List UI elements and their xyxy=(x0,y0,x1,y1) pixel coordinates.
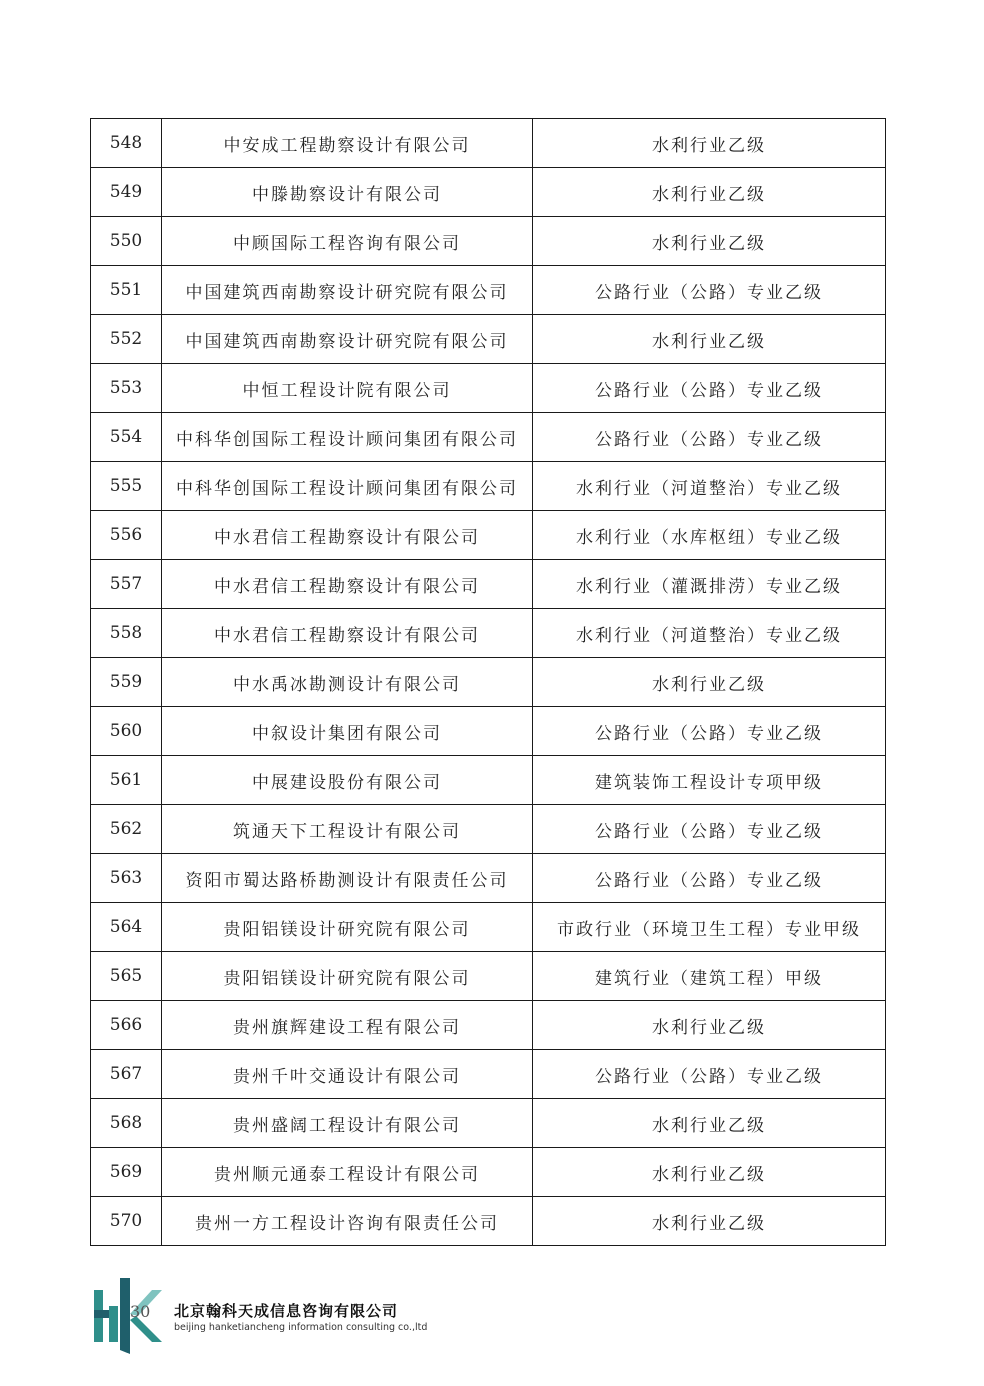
row-number-cell: 554 xyxy=(91,413,162,462)
company-name-cell: 贵阳铝镁设计研究院有限公司 xyxy=(162,903,533,952)
table-row xyxy=(91,805,886,854)
row-number-cell: 561 xyxy=(91,756,162,805)
table-row xyxy=(91,413,886,462)
table-row xyxy=(91,952,886,1001)
table-row xyxy=(91,217,886,266)
table-row xyxy=(91,854,886,903)
company-name-cell: 中科华创国际工程设计顾问集团有限公司 xyxy=(162,462,533,511)
qualification-cell: 水利行业（水库枢纽）专业乙级 xyxy=(533,511,886,560)
company-name-cell: 中恒工程设计院有限公司 xyxy=(162,364,533,413)
company-name-en: beijing hanketiancheng information consulting co.,ltd xyxy=(174,1322,428,1333)
page-number: 30 xyxy=(130,1302,151,1321)
qualification-cell: 水利行业乙级 xyxy=(533,315,886,364)
row-number-cell: 565 xyxy=(91,952,162,1001)
row-number-cell: 570 xyxy=(91,1197,162,1246)
table-row xyxy=(91,903,886,952)
company-name-cell: 贵州一方工程设计咨询有限责任公司 xyxy=(162,1197,533,1246)
company-name-cell: 中水禹冰勘测设计有限公司 xyxy=(162,658,533,707)
company-name-cell: 贵州旗辉建设工程有限公司 xyxy=(162,1001,533,1050)
table-row xyxy=(91,1001,886,1050)
company-name-cell: 贵州千叶交通设计有限公司 xyxy=(162,1050,533,1099)
company-name-cell: 中展建设股份有限公司 xyxy=(162,756,533,805)
qualification-cell: 公路行业（公路）专业乙级 xyxy=(533,854,886,903)
company-name-cell: 中安成工程勘察设计有限公司 xyxy=(162,119,533,168)
qualification-cell: 公路行业（公路）专业乙级 xyxy=(533,364,886,413)
table-row xyxy=(91,1148,886,1197)
qualification-cell: 建筑装饰工程设计专项甲级 xyxy=(533,756,886,805)
table-row xyxy=(91,1197,886,1246)
qualification-cell: 建筑行业（建筑工程）甲级 xyxy=(533,952,886,1001)
company-name-cell: 贵州盛阔工程设计有限公司 xyxy=(162,1099,533,1148)
row-number-cell: 562 xyxy=(91,805,162,854)
qualification-cell: 公路行业（公路）专业乙级 xyxy=(533,805,886,854)
qualification-cell: 水利行业（河道整治）专业乙级 xyxy=(533,462,886,511)
row-number-cell: 567 xyxy=(91,1050,162,1099)
row-number-cell: 550 xyxy=(91,217,162,266)
row-number-cell: 563 xyxy=(91,854,162,903)
company-name-cell: 中滕勘察设计有限公司 xyxy=(162,168,533,217)
qualification-cell: 水利行业乙级 xyxy=(533,1001,886,1050)
company-name-cell: 中叙设计集团有限公司 xyxy=(162,707,533,756)
row-number-cell: 568 xyxy=(91,1099,162,1148)
footer xyxy=(90,1276,490,1356)
row-number-cell: 569 xyxy=(91,1148,162,1197)
table-row xyxy=(91,609,886,658)
company-name-cell: 资阳市蜀达路桥勘测设计有限责任公司 xyxy=(162,854,533,903)
company-name-cell: 中水君信工程勘察设计有限公司 xyxy=(162,560,533,609)
table-row xyxy=(91,462,886,511)
table-row xyxy=(91,315,886,364)
row-number-cell: 564 xyxy=(91,903,162,952)
table-row xyxy=(91,1099,886,1148)
qualification-cell: 水利行业乙级 xyxy=(533,217,886,266)
qualification-cell: 水利行业乙级 xyxy=(533,1197,886,1246)
row-number-cell: 549 xyxy=(91,168,162,217)
company-name-cell: 中国建筑西南勘察设计研究院有限公司 xyxy=(162,315,533,364)
qualification-cell: 公路行业（公路）专业乙级 xyxy=(533,1050,886,1099)
qualification-cell: 水利行业（河道整治）专业乙级 xyxy=(533,609,886,658)
qualification-cell: 水利行业乙级 xyxy=(533,168,886,217)
row-number-cell: 551 xyxy=(91,266,162,315)
qualification-cell: 水利行业乙级 xyxy=(533,1099,886,1148)
qualification-cell: 市政行业（环境卫生工程）专业甲级 xyxy=(533,903,886,952)
company-name-cell: 贵阳铝镁设计研究院有限公司 xyxy=(162,952,533,1001)
table-row xyxy=(91,266,886,315)
table-row xyxy=(91,119,886,168)
row-number-cell: 553 xyxy=(91,364,162,413)
table-row xyxy=(91,168,886,217)
qualification-cell: 公路行业（公路）专业乙级 xyxy=(533,266,886,315)
row-number-cell: 556 xyxy=(91,511,162,560)
qualification-cell: 水利行业乙级 xyxy=(533,1148,886,1197)
company-name-cell: 筑通天下工程设计有限公司 xyxy=(162,805,533,854)
company-name-cell: 中顾国际工程咨询有限公司 xyxy=(162,217,533,266)
table-body xyxy=(91,119,886,1246)
table-row xyxy=(91,1050,886,1099)
qualification-table xyxy=(90,118,886,1246)
table-row xyxy=(91,511,886,560)
qualification-cell: 水利行业（灌溉排涝）专业乙级 xyxy=(533,560,886,609)
row-number-cell: 557 xyxy=(91,560,162,609)
row-number-cell: 548 xyxy=(91,119,162,168)
company-name-cell: 中国建筑西南勘察设计研究院有限公司 xyxy=(162,266,533,315)
table-row xyxy=(91,707,886,756)
row-number-cell: 566 xyxy=(91,1001,162,1050)
company-name-cell: 中水君信工程勘察设计有限公司 xyxy=(162,511,533,560)
company-name-cn: 北京翰科天成信息咨询有限公司 xyxy=(174,1302,399,1320)
company-name-cell: 中水君信工程勘察设计有限公司 xyxy=(162,609,533,658)
table-row xyxy=(91,658,886,707)
qualification-cell: 水利行业乙级 xyxy=(533,658,886,707)
company-name-cell: 中科华创国际工程设计顾问集团有限公司 xyxy=(162,413,533,462)
qualification-cell: 公路行业（公路）专业乙级 xyxy=(533,707,886,756)
row-number-cell: 560 xyxy=(91,707,162,756)
row-number-cell: 552 xyxy=(91,315,162,364)
table-row xyxy=(91,364,886,413)
table-row xyxy=(91,560,886,609)
row-number-cell: 559 xyxy=(91,658,162,707)
row-number-cell: 558 xyxy=(91,609,162,658)
qualification-cell: 公路行业（公路）专业乙级 xyxy=(533,413,886,462)
table-row xyxy=(91,756,886,805)
row-number-cell: 555 xyxy=(91,462,162,511)
qualification-cell: 水利行业乙级 xyxy=(533,119,886,168)
company-name-cell: 贵州顺元通泰工程设计有限公司 xyxy=(162,1148,533,1197)
